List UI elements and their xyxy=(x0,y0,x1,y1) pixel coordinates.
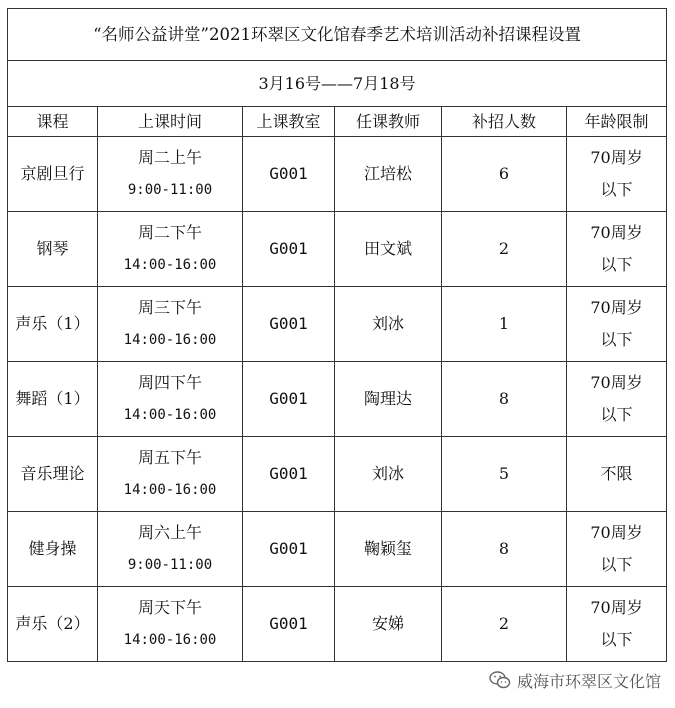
class-time xyxy=(98,512,243,587)
age-limit-line1: 70周岁 xyxy=(590,373,643,392)
teacher: 田文斌 xyxy=(335,212,442,287)
class-time xyxy=(98,137,243,212)
class-day: 周天下午 xyxy=(137,598,202,617)
header-teacher: 任课教师 xyxy=(335,107,442,137)
table-row xyxy=(8,362,667,437)
teacher: 江培松 xyxy=(335,137,442,212)
age-limit-line2: 以下 xyxy=(600,405,633,424)
classroom: G001 xyxy=(243,437,335,512)
header-course: 课程 xyxy=(8,107,98,137)
age-limit xyxy=(567,212,667,287)
classroom: G001 xyxy=(243,287,335,362)
course-name: 声乐（1） xyxy=(8,287,98,362)
class-time xyxy=(98,437,243,512)
course-name: 舞蹈（1） xyxy=(8,362,98,437)
table-row xyxy=(8,587,667,662)
teacher: 鞠颖玺 xyxy=(335,512,442,587)
enroll-count: 2 xyxy=(442,587,567,662)
age-limit xyxy=(567,512,667,587)
classroom: G001 xyxy=(243,212,335,287)
age-limit xyxy=(567,137,667,212)
age-limit xyxy=(567,362,667,437)
age-limit-line1: 70周岁 xyxy=(590,148,643,167)
watermark-text: 威海市环翠区文化馆 xyxy=(516,671,661,691)
teacher: 陶理达 xyxy=(335,362,442,437)
class-hours: 9:00-11:00 xyxy=(127,182,213,198)
header-count: 补招人数 xyxy=(442,107,567,137)
age-limit-line1: 不限 xyxy=(600,464,633,483)
age-limit-line1: 70周岁 xyxy=(590,223,643,242)
class-day: 周六上午 xyxy=(137,523,202,542)
date-range: 3月16号——7月18号 xyxy=(8,61,667,107)
course-name: 音乐理论 xyxy=(8,437,98,512)
course-name: 声乐（2） xyxy=(8,587,98,662)
enroll-count: 2 xyxy=(442,212,567,287)
age-limit xyxy=(567,437,667,512)
class-hours: 9:00-11:00 xyxy=(127,557,213,573)
age-limit-line1: 70周岁 xyxy=(590,523,643,542)
class-day: 周四下午 xyxy=(137,373,202,392)
class-hours: 14:00-16:00 xyxy=(123,257,217,273)
class-hours: 14:00-16:00 xyxy=(123,407,217,423)
enroll-count: 8 xyxy=(442,362,567,437)
table-row xyxy=(8,287,667,362)
age-limit-line2: 以下 xyxy=(600,555,633,574)
classroom: G001 xyxy=(243,512,335,587)
table-row xyxy=(8,512,667,587)
course-name: 京剧旦行 xyxy=(8,137,98,212)
table-title: “名师公益讲堂”2021环翠区文化馆春季艺术培训活动补招课程设置 xyxy=(8,9,667,61)
class-time xyxy=(98,587,243,662)
class-hours: 14:00-16:00 xyxy=(123,632,217,648)
classroom: G001 xyxy=(243,137,335,212)
age-limit-line1: 70周岁 xyxy=(590,598,643,617)
table-row xyxy=(8,212,667,287)
watermark xyxy=(489,668,661,692)
course-schedule-table xyxy=(7,8,667,662)
class-time xyxy=(98,212,243,287)
header-age: 年龄限制 xyxy=(567,107,667,137)
age-limit xyxy=(567,587,667,662)
table-row xyxy=(8,137,667,212)
class-hours: 14:00-16:00 xyxy=(123,482,217,498)
course-name: 钢琴 xyxy=(8,212,98,287)
age-limit-line2: 以下 xyxy=(600,630,633,649)
enroll-count: 5 xyxy=(442,437,567,512)
enroll-count: 8 xyxy=(442,512,567,587)
teacher: 刘冰 xyxy=(335,437,442,512)
class-day: 周二上午 xyxy=(137,148,202,167)
enroll-count: 6 xyxy=(442,137,567,212)
class-time xyxy=(98,287,243,362)
table-row xyxy=(8,437,667,512)
classroom: G001 xyxy=(243,362,335,437)
age-limit-line2: 以下 xyxy=(600,330,633,349)
class-time xyxy=(98,362,243,437)
header-time: 上课时间 xyxy=(98,107,243,137)
age-limit-line1: 70周岁 xyxy=(590,298,643,317)
age-limit-line2: 以下 xyxy=(600,180,633,199)
class-day: 周二下午 xyxy=(137,223,202,242)
teacher: 刘冰 xyxy=(335,287,442,362)
wechat-icon xyxy=(489,670,511,690)
class-day: 周三下午 xyxy=(137,298,202,317)
enroll-count: 1 xyxy=(442,287,567,362)
class-day: 周五下午 xyxy=(137,448,202,467)
header-room: 上课教室 xyxy=(243,107,335,137)
age-limit xyxy=(567,287,667,362)
course-name: 健身操 xyxy=(8,512,98,587)
age-limit-line2: 以下 xyxy=(600,255,633,274)
header-row xyxy=(8,107,667,137)
classroom: G001 xyxy=(243,587,335,662)
teacher: 安娣 xyxy=(335,587,442,662)
class-hours: 14:00-16:00 xyxy=(123,332,217,348)
